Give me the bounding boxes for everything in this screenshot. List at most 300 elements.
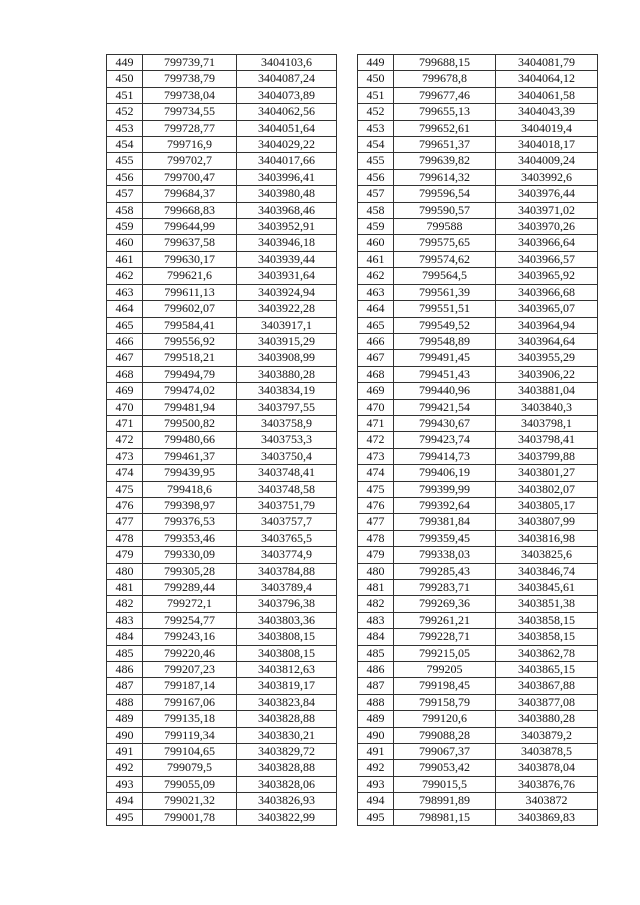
y-coordinate-cell: 3403876,76 [496, 776, 598, 792]
x-coordinate-cell: 799549,52 [394, 317, 496, 333]
point-number-cell: 466 [107, 333, 143, 349]
x-coordinate-cell: 799596,54 [394, 186, 496, 202]
point-number-cell: 455 [358, 153, 394, 169]
x-coordinate-cell: 799104,65 [143, 744, 237, 760]
x-coordinate-cell: 799481,94 [143, 399, 237, 415]
table-row [358, 153, 598, 169]
x-coordinate-cell: 799119,34 [143, 727, 237, 743]
y-coordinate-cell: 3403858,15 [496, 612, 598, 628]
point-number-cell: 487 [107, 678, 143, 694]
y-coordinate-cell: 3403865,15 [496, 662, 598, 678]
x-coordinate-cell: 799187,14 [143, 678, 237, 694]
table-row [107, 87, 337, 103]
y-coordinate-cell: 3403970,26 [496, 219, 598, 235]
point-number-cell: 469 [358, 383, 394, 399]
table-row [358, 366, 598, 382]
y-coordinate-cell: 3403966,68 [496, 284, 598, 300]
table-row [358, 137, 598, 153]
y-coordinate-cell: 3403840,3 [496, 399, 598, 415]
point-number-cell: 494 [358, 793, 394, 809]
y-coordinate-cell: 3403946,18 [237, 235, 337, 251]
x-coordinate-cell: 799474,02 [143, 383, 237, 399]
table-row [107, 366, 337, 382]
y-coordinate-cell: 3403799,88 [496, 448, 598, 464]
y-coordinate-cell: 3403846,74 [496, 563, 598, 579]
table-row [107, 415, 337, 431]
y-coordinate-cell: 3403877,08 [496, 694, 598, 710]
y-coordinate-cell: 3403922,28 [237, 301, 337, 317]
point-number-cell: 449 [107, 55, 143, 71]
y-coordinate-cell: 3403878,5 [496, 744, 598, 760]
point-number-cell: 465 [107, 317, 143, 333]
y-coordinate-cell: 3403826,93 [237, 793, 337, 809]
point-number-cell: 452 [358, 104, 394, 120]
y-coordinate-cell: 3403830,21 [237, 727, 337, 743]
point-number-cell: 449 [358, 55, 394, 71]
y-coordinate-cell: 3403966,57 [496, 251, 598, 267]
table-row [358, 563, 598, 579]
y-coordinate-cell: 3403748,58 [237, 481, 337, 497]
table-row [358, 547, 598, 563]
x-coordinate-cell: 798991,89 [394, 793, 496, 809]
y-coordinate-cell: 3403966,64 [496, 235, 598, 251]
table-row [107, 202, 337, 218]
x-coordinate-cell: 799359,45 [394, 530, 496, 546]
point-number-cell: 486 [107, 662, 143, 678]
point-number-cell: 493 [107, 776, 143, 792]
x-coordinate-cell: 799399,99 [394, 481, 496, 497]
table-row [358, 202, 598, 218]
point-number-cell: 486 [358, 662, 394, 678]
table-row [107, 333, 337, 349]
x-coordinate-cell: 799228,71 [394, 629, 496, 645]
x-coordinate-cell: 799289,44 [143, 580, 237, 596]
table-row [107, 809, 337, 825]
x-coordinate-cell: 799518,21 [143, 350, 237, 366]
point-number-cell: 490 [107, 727, 143, 743]
y-coordinate-cell: 3403906,22 [496, 366, 598, 382]
y-coordinate-cell: 3403881,04 [496, 383, 598, 399]
table-row [107, 465, 337, 481]
x-coordinate-cell: 799480,66 [143, 432, 237, 448]
point-number-cell: 454 [358, 137, 394, 153]
point-number-cell: 493 [358, 776, 394, 792]
table-row [358, 514, 598, 530]
point-number-cell: 495 [107, 809, 143, 825]
x-coordinate-cell: 799716,9 [143, 137, 237, 153]
y-coordinate-cell: 3403825,6 [496, 547, 598, 563]
point-number-cell: 484 [107, 629, 143, 645]
point-number-cell: 468 [358, 366, 394, 382]
table-row [358, 104, 598, 120]
y-coordinate-cell: 3404081,79 [496, 55, 598, 71]
table-row [107, 678, 337, 694]
y-coordinate-cell: 3403908,99 [237, 350, 337, 366]
point-number-cell: 477 [107, 514, 143, 530]
point-number-cell: 485 [107, 645, 143, 661]
table-row [107, 744, 337, 760]
table-row [107, 104, 337, 120]
table-row [358, 432, 598, 448]
y-coordinate-cell: 3403924,94 [237, 284, 337, 300]
x-coordinate-cell: 799702,7 [143, 153, 237, 169]
y-coordinate-cell: 3403803,36 [237, 612, 337, 628]
table-row [107, 251, 337, 267]
point-number-cell: 481 [358, 580, 394, 596]
point-number-cell: 480 [107, 563, 143, 579]
point-number-cell: 474 [358, 465, 394, 481]
table-row [358, 284, 598, 300]
point-number-cell: 488 [107, 694, 143, 710]
x-coordinate-cell: 799088,28 [394, 727, 496, 743]
point-number-cell: 478 [358, 530, 394, 546]
x-coordinate-cell: 799272,1 [143, 596, 237, 612]
y-coordinate-cell: 3404073,89 [237, 87, 337, 103]
x-coordinate-cell: 799261,21 [394, 612, 496, 628]
x-coordinate-cell: 799688,15 [394, 55, 496, 71]
x-coordinate-cell: 799414,73 [394, 448, 496, 464]
x-coordinate-cell: 799021,32 [143, 793, 237, 809]
x-coordinate-cell: 799575,65 [394, 235, 496, 251]
point-number-cell: 451 [107, 87, 143, 103]
y-coordinate-cell: 3403816,98 [496, 530, 598, 546]
point-number-cell: 453 [107, 120, 143, 136]
table-row [358, 317, 598, 333]
point-number-cell: 491 [107, 744, 143, 760]
x-coordinate-cell: 799158,79 [394, 694, 496, 710]
point-number-cell: 465 [358, 317, 394, 333]
x-coordinate-cell: 799353,46 [143, 530, 237, 546]
y-coordinate-cell: 3403879,2 [496, 727, 598, 743]
point-number-cell: 470 [358, 399, 394, 415]
x-coordinate-cell: 799639,82 [394, 153, 496, 169]
table-row [358, 399, 598, 415]
table-row [358, 251, 598, 267]
point-number-cell: 479 [358, 547, 394, 563]
y-coordinate-cell: 3403980,48 [237, 186, 337, 202]
point-number-cell: 475 [107, 481, 143, 497]
y-coordinate-cell: 3403801,27 [496, 465, 598, 481]
point-number-cell: 467 [107, 350, 143, 366]
table-row [358, 662, 598, 678]
y-coordinate-cell: 3403965,07 [496, 301, 598, 317]
table-row [358, 793, 598, 809]
y-coordinate-cell: 3403964,64 [496, 333, 598, 349]
x-coordinate-cell: 799614,32 [394, 169, 496, 185]
y-coordinate-cell: 3403819,17 [237, 678, 337, 694]
y-coordinate-cell: 3403915,29 [237, 333, 337, 349]
point-number-cell: 451 [358, 87, 394, 103]
x-coordinate-cell: 799285,43 [394, 563, 496, 579]
point-number-cell: 464 [107, 301, 143, 317]
point-number-cell: 458 [358, 202, 394, 218]
y-coordinate-cell: 3404018,17 [496, 137, 598, 153]
table-row [358, 530, 598, 546]
x-coordinate-cell: 799556,92 [143, 333, 237, 349]
point-number-cell: 469 [107, 383, 143, 399]
x-coordinate-cell: 799430,67 [394, 415, 496, 431]
table-row [107, 55, 337, 71]
table-row [107, 71, 337, 87]
point-number-cell: 460 [107, 235, 143, 251]
point-number-cell: 467 [358, 350, 394, 366]
y-coordinate-cell: 3403751,79 [237, 497, 337, 513]
left-table-body [107, 55, 337, 826]
x-coordinate-cell: 799677,46 [394, 87, 496, 103]
point-number-cell: 468 [107, 366, 143, 382]
x-coordinate-cell: 799015,5 [394, 776, 496, 792]
point-number-cell: 480 [358, 563, 394, 579]
point-number-cell: 462 [358, 268, 394, 284]
point-number-cell: 460 [358, 235, 394, 251]
y-coordinate-cell: 3403796,38 [237, 596, 337, 612]
y-coordinate-cell: 3403878,04 [496, 760, 598, 776]
y-coordinate-cell: 3403968,46 [237, 202, 337, 218]
point-number-cell: 491 [358, 744, 394, 760]
point-number-cell: 492 [107, 760, 143, 776]
y-coordinate-cell: 3403758,9 [237, 415, 337, 431]
x-coordinate-cell: 799734,55 [143, 104, 237, 120]
table-row [107, 629, 337, 645]
point-number-cell: 457 [358, 186, 394, 202]
y-coordinate-cell: 3403823,84 [237, 694, 337, 710]
point-number-cell: 466 [358, 333, 394, 349]
x-coordinate-cell: 799491,45 [394, 350, 496, 366]
x-coordinate-cell: 799120,6 [394, 711, 496, 727]
point-number-cell: 461 [107, 251, 143, 267]
x-coordinate-cell: 799421,54 [394, 399, 496, 415]
point-number-cell: 482 [358, 596, 394, 612]
table-row [107, 153, 337, 169]
table-row [358, 235, 598, 251]
y-coordinate-cell: 3403828,88 [237, 711, 337, 727]
y-coordinate-cell: 3404043,39 [496, 104, 598, 120]
point-number-cell: 452 [107, 104, 143, 120]
point-number-cell: 459 [107, 219, 143, 235]
x-coordinate-cell: 799243,16 [143, 629, 237, 645]
y-coordinate-cell: 3403965,92 [496, 268, 598, 284]
x-coordinate-cell: 799406,19 [394, 465, 496, 481]
y-coordinate-cell: 3403851,38 [496, 596, 598, 612]
y-coordinate-cell: 3403774,9 [237, 547, 337, 563]
table-row [358, 301, 598, 317]
x-coordinate-cell: 799621,6 [143, 268, 237, 284]
x-coordinate-cell: 799500,82 [143, 415, 237, 431]
table-row [358, 71, 598, 87]
y-coordinate-cell: 3403750,4 [237, 448, 337, 464]
x-coordinate-cell: 799398,97 [143, 497, 237, 513]
point-number-cell: 464 [358, 301, 394, 317]
point-number-cell: 453 [358, 120, 394, 136]
x-coordinate-cell: 799461,37 [143, 448, 237, 464]
point-number-cell: 472 [107, 432, 143, 448]
y-coordinate-cell: 3404062,56 [237, 104, 337, 120]
x-coordinate-cell: 799451,43 [394, 366, 496, 382]
table-row [107, 563, 337, 579]
table-row [358, 596, 598, 612]
y-coordinate-cell: 3403880,28 [496, 711, 598, 727]
table-row [358, 55, 598, 71]
y-coordinate-cell: 3403971,02 [496, 202, 598, 218]
y-coordinate-cell: 3403834,19 [237, 383, 337, 399]
point-number-cell: 470 [107, 399, 143, 415]
x-coordinate-cell: 799001,78 [143, 809, 237, 825]
y-coordinate-cell: 3403812,63 [237, 662, 337, 678]
table-row [358, 776, 598, 792]
table-row [358, 727, 598, 743]
y-coordinate-cell: 3403822,99 [237, 809, 337, 825]
table-row [358, 612, 598, 628]
table-row [107, 497, 337, 513]
table-row [358, 87, 598, 103]
table-row [107, 530, 337, 546]
table-row [358, 580, 598, 596]
y-coordinate-cell: 3403880,28 [237, 366, 337, 382]
y-coordinate-cell: 3403797,55 [237, 399, 337, 415]
x-coordinate-cell: 799269,36 [394, 596, 496, 612]
x-coordinate-cell: 799700,47 [143, 169, 237, 185]
point-number-cell: 485 [358, 645, 394, 661]
y-coordinate-cell: 3404051,64 [237, 120, 337, 136]
table-row [107, 448, 337, 464]
table-row [107, 711, 337, 727]
y-coordinate-cell: 3403952,91 [237, 219, 337, 235]
x-coordinate-cell: 799651,37 [394, 137, 496, 153]
point-number-cell: 462 [107, 268, 143, 284]
point-number-cell: 492 [358, 760, 394, 776]
point-number-cell: 487 [358, 678, 394, 694]
x-coordinate-cell: 799067,37 [394, 744, 496, 760]
point-number-cell: 455 [107, 153, 143, 169]
table-row [358, 268, 598, 284]
y-coordinate-cell: 3403862,78 [496, 645, 598, 661]
point-number-cell: 483 [358, 612, 394, 628]
table-row [358, 809, 598, 825]
table-row [107, 350, 337, 366]
point-number-cell: 473 [358, 448, 394, 464]
table-row [358, 219, 598, 235]
x-coordinate-cell: 799338,03 [394, 547, 496, 563]
y-coordinate-cell: 3403807,99 [496, 514, 598, 530]
point-number-cell: 450 [358, 71, 394, 87]
point-number-cell: 456 [358, 169, 394, 185]
y-coordinate-cell: 3404087,24 [237, 71, 337, 87]
table-row [107, 317, 337, 333]
point-number-cell: 482 [107, 596, 143, 612]
table-row [107, 301, 337, 317]
x-coordinate-cell: 799637,58 [143, 235, 237, 251]
y-coordinate-cell: 3403858,15 [496, 629, 598, 645]
table-row [107, 596, 337, 612]
table-row [107, 186, 337, 202]
y-coordinate-cell: 3403992,6 [496, 169, 598, 185]
x-coordinate-cell: 799254,77 [143, 612, 237, 628]
x-coordinate-cell: 799574,62 [394, 251, 496, 267]
point-number-cell: 456 [107, 169, 143, 185]
x-coordinate-cell: 799079,5 [143, 760, 237, 776]
point-number-cell: 478 [107, 530, 143, 546]
point-number-cell: 450 [107, 71, 143, 87]
y-coordinate-cell: 3403789,4 [237, 580, 337, 596]
x-coordinate-cell: 799439,95 [143, 465, 237, 481]
table-row [358, 481, 598, 497]
point-number-cell: 463 [107, 284, 143, 300]
table-row [107, 612, 337, 628]
y-coordinate-cell: 3403753,3 [237, 432, 337, 448]
point-number-cell: 483 [107, 612, 143, 628]
table-row [107, 514, 337, 530]
x-coordinate-cell: 799728,77 [143, 120, 237, 136]
x-coordinate-cell: 798981,15 [394, 809, 496, 825]
table-row [358, 645, 598, 661]
x-coordinate-cell: 799548,89 [394, 333, 496, 349]
y-coordinate-cell: 3404064,12 [496, 71, 598, 87]
table-row [358, 465, 598, 481]
x-coordinate-cell: 799655,13 [394, 104, 496, 120]
point-number-cell: 484 [358, 629, 394, 645]
x-coordinate-cell: 799551,51 [394, 301, 496, 317]
table-row [107, 727, 337, 743]
y-coordinate-cell: 3403872 [496, 793, 598, 809]
x-coordinate-cell: 799588 [394, 219, 496, 235]
x-coordinate-cell: 799738,04 [143, 87, 237, 103]
x-coordinate-cell: 799376,53 [143, 514, 237, 530]
point-number-cell: 458 [107, 202, 143, 218]
point-number-cell: 472 [358, 432, 394, 448]
x-coordinate-cell: 799602,07 [143, 301, 237, 317]
x-coordinate-cell: 799738,79 [143, 71, 237, 87]
x-coordinate-cell: 799205 [394, 662, 496, 678]
table-row [107, 481, 337, 497]
point-number-cell: 490 [358, 727, 394, 743]
point-number-cell: 463 [358, 284, 394, 300]
y-coordinate-cell: 3403939,44 [237, 251, 337, 267]
table-row [107, 432, 337, 448]
point-number-cell: 477 [358, 514, 394, 530]
table-row [107, 694, 337, 710]
table-row [107, 169, 337, 185]
x-coordinate-cell: 799135,18 [143, 711, 237, 727]
x-coordinate-cell: 799561,39 [394, 284, 496, 300]
y-coordinate-cell: 3404103,6 [237, 55, 337, 71]
y-coordinate-cell: 3403798,1 [496, 415, 598, 431]
x-coordinate-cell: 799198,45 [394, 678, 496, 694]
x-coordinate-cell: 799220,46 [143, 645, 237, 661]
table-row [358, 711, 598, 727]
y-coordinate-cell: 3403808,15 [237, 645, 337, 661]
point-number-cell: 476 [358, 497, 394, 513]
point-number-cell: 454 [107, 137, 143, 153]
table-row [358, 694, 598, 710]
y-coordinate-cell: 3403748,41 [237, 465, 337, 481]
y-coordinate-cell: 3403829,72 [237, 744, 337, 760]
y-coordinate-cell: 3403955,29 [496, 350, 598, 366]
point-number-cell: 457 [107, 186, 143, 202]
point-number-cell: 474 [107, 465, 143, 481]
y-coordinate-cell: 3403964,94 [496, 317, 598, 333]
x-coordinate-cell: 799678,8 [394, 71, 496, 87]
point-number-cell: 495 [358, 809, 394, 825]
table-row [107, 268, 337, 284]
x-coordinate-cell: 799590,57 [394, 202, 496, 218]
y-coordinate-cell: 3403931,64 [237, 268, 337, 284]
x-coordinate-cell: 799584,41 [143, 317, 237, 333]
x-coordinate-cell: 799630,17 [143, 251, 237, 267]
right-coordinate-table [357, 54, 598, 826]
y-coordinate-cell: 3403867,88 [496, 678, 598, 694]
x-coordinate-cell: 799055,09 [143, 776, 237, 792]
table-row [107, 645, 337, 661]
